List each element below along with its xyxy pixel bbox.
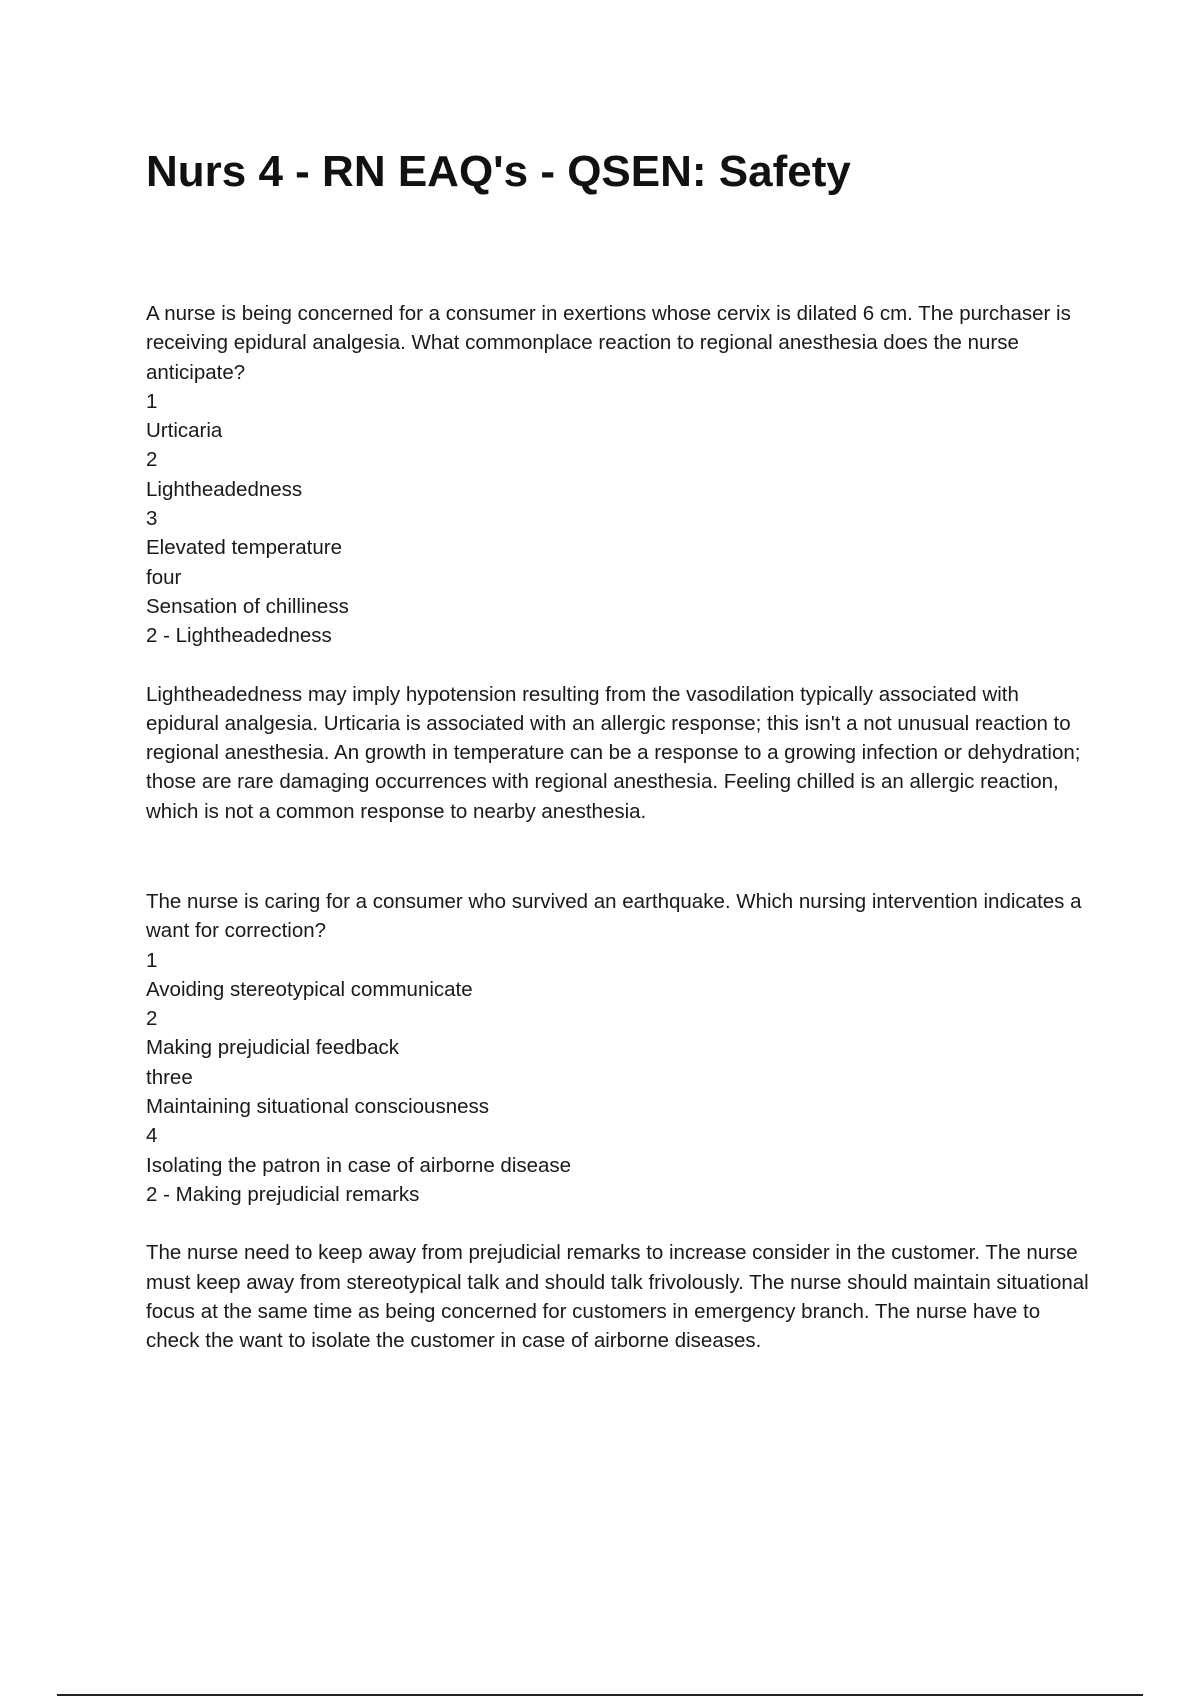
question-2 xyxy=(146,887,1096,1355)
question-1-option-4-number: four xyxy=(146,565,182,589)
question-2-option-4-text: Isolating the patron in case of airborne disease xyxy=(146,1153,572,1177)
question-2-answer: 2 - Making prejudicial remarks xyxy=(146,1182,420,1206)
question-1-option-3-text: Elevated temperature xyxy=(146,536,343,560)
question-2-option-1-text: Avoiding stereotypical communicate xyxy=(146,977,473,1001)
question-2-option-2-number: 2 xyxy=(146,1007,158,1031)
document-title: Nurs 4 - RN EAQ's - QSEN: Safety xyxy=(146,147,851,196)
question-1-option-1-text: Urticaria xyxy=(146,419,223,443)
question-2-explanation: The nurse need to keep away from prejudicial remarks to increase consider in the customer. The nurse must keep away from stereotypical talk and should talk frivolously. The nurse should maintain situational focus at the same time as being concerned for customers in emergency branch. The nurse have to check the want to isolate the customer in case of airborne diseases. xyxy=(146,1241,1089,1353)
question-1 xyxy=(146,299,1096,826)
question-1-option-1-number: 1 xyxy=(146,389,158,413)
question-1-prompt: A nurse is being concerned for a consumer in exertions whose cervix is dilated 6 cm. The purchaser is receiving epidural analgesia. What commonplace reaction to regional anesthesia does the nurse anticipate? xyxy=(146,302,1071,384)
question-1-option-4-text: Sensation of chilliness xyxy=(146,594,349,618)
footer-divider xyxy=(57,1694,1143,1696)
question-1-explanation: Lightheadedness may imply hypotension resulting from the vasodilation typically associated with epidural analgesia. Urticaria is associated with an allergic response; this isn't a not unusual reaction to regional anesthesia. An growth in temperature can be a response to a growing infection or dehydration; those are rare damaging occurrences with regional anesthesia. Feeling chilled is an allergic reaction, which is not a common response to nearby anesthesia. xyxy=(146,682,1081,823)
question-1-option-2-number: 2 xyxy=(146,448,158,472)
question-2-option-3-number: three xyxy=(146,1065,193,1089)
question-1-option-3-number: 3 xyxy=(146,507,158,531)
question-1-answer: 2 - Lightheadedness xyxy=(146,624,332,648)
question-2-option-3-text: Maintaining situational consciousness xyxy=(146,1095,490,1119)
question-2-option-4-number: 4 xyxy=(146,1124,158,1148)
question-2-prompt: The nurse is caring for a consumer who survived an earthquake. Which nursing intervention indicates a want for correction? xyxy=(146,890,1082,943)
question-1-option-2-text: Lightheadedness xyxy=(146,477,303,501)
question-2-option-2-text: Making prejudicial feedback xyxy=(146,1036,399,1060)
question-2-option-1-number: 1 xyxy=(146,948,158,972)
